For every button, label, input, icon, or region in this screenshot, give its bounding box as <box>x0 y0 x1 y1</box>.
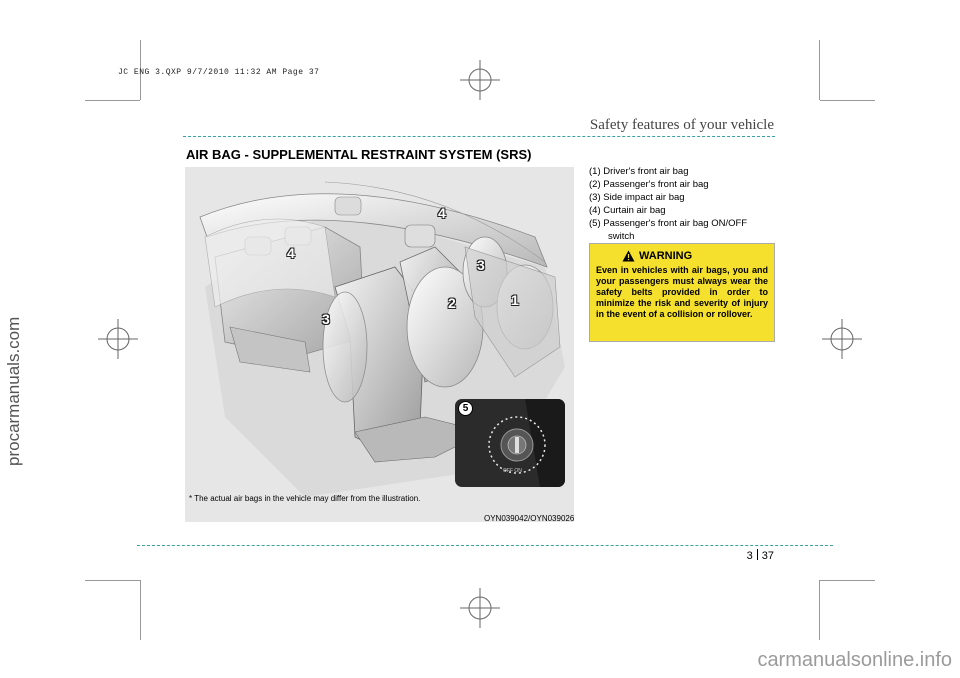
registration-mark-icon <box>98 319 138 359</box>
callout-5: 5 <box>458 401 473 416</box>
legend-item: (4) Curtain air bag <box>589 205 666 216</box>
header-rule <box>183 136 775 137</box>
warning-box <box>589 243 775 342</box>
callout-3-far: 3 <box>477 257 485 273</box>
crop-mark <box>820 100 875 101</box>
side-watermark: procarmanuals.com <box>4 316 23 466</box>
registration-mark-icon <box>460 588 500 628</box>
bottom-watermark: carmanualsonline.info <box>757 649 952 671</box>
warning-header <box>622 250 768 262</box>
crop-mark <box>819 580 820 640</box>
airbag-switch-inset <box>455 399 565 487</box>
callout-4-front: 4 <box>438 205 446 221</box>
callout-4-rear: 4 <box>287 245 295 261</box>
legend-item: (5) Passenger's front air bag ON/OFF <box>589 218 748 229</box>
section-title: Safety features of your vehicle <box>589 117 774 133</box>
page-number-value: 37 <box>761 550 774 562</box>
svg-text:OFF ON: OFF ON <box>503 468 522 474</box>
callout-2: 2 <box>448 295 456 311</box>
airbag-legend <box>589 165 747 243</box>
legend-item: (1) Driver's front air bag <box>589 166 689 177</box>
legend-item-continuation: switch <box>608 231 635 242</box>
page-number-divider <box>757 549 758 560</box>
chapter-number: 3 <box>746 550 753 562</box>
illustration-note: * The actual air bags in the vehicle may differ from the illustration. <box>189 494 421 503</box>
warning-triangle-icon <box>622 250 635 262</box>
print-slug: JC ENG 3.QXP 9/7/2010 11:32 AM Page 37 <box>118 68 320 77</box>
warning-text: Even in vehicles with air bags, you and your passengers must always wear the safety belts provided in order to minimize the risk and severity of injury in the event of a collision or rollover. <box>596 265 768 319</box>
airbag-illustration <box>185 167 574 522</box>
crop-mark <box>85 580 140 581</box>
crop-mark <box>85 100 140 101</box>
page-number <box>747 549 774 562</box>
callout-3-near: 3 <box>322 311 330 327</box>
crop-mark <box>819 40 820 100</box>
registration-mark-icon <box>460 60 500 100</box>
crop-mark <box>140 580 141 640</box>
legend-item: (2) Passenger's front air bag <box>589 179 709 190</box>
crop-mark <box>820 580 875 581</box>
footer-rule <box>137 545 833 546</box>
warning-title: WARNING <box>639 250 693 262</box>
figure-code: OYN039042/OYN039026 <box>484 514 575 523</box>
legend-item: (3) Side impact air bag <box>589 192 685 203</box>
callout-1: 1 <box>511 292 519 308</box>
registration-mark-icon <box>822 319 862 359</box>
page-title: AIR BAG - SUPPLEMENTAL RESTRAINT SYSTEM (SRS) <box>186 147 532 162</box>
